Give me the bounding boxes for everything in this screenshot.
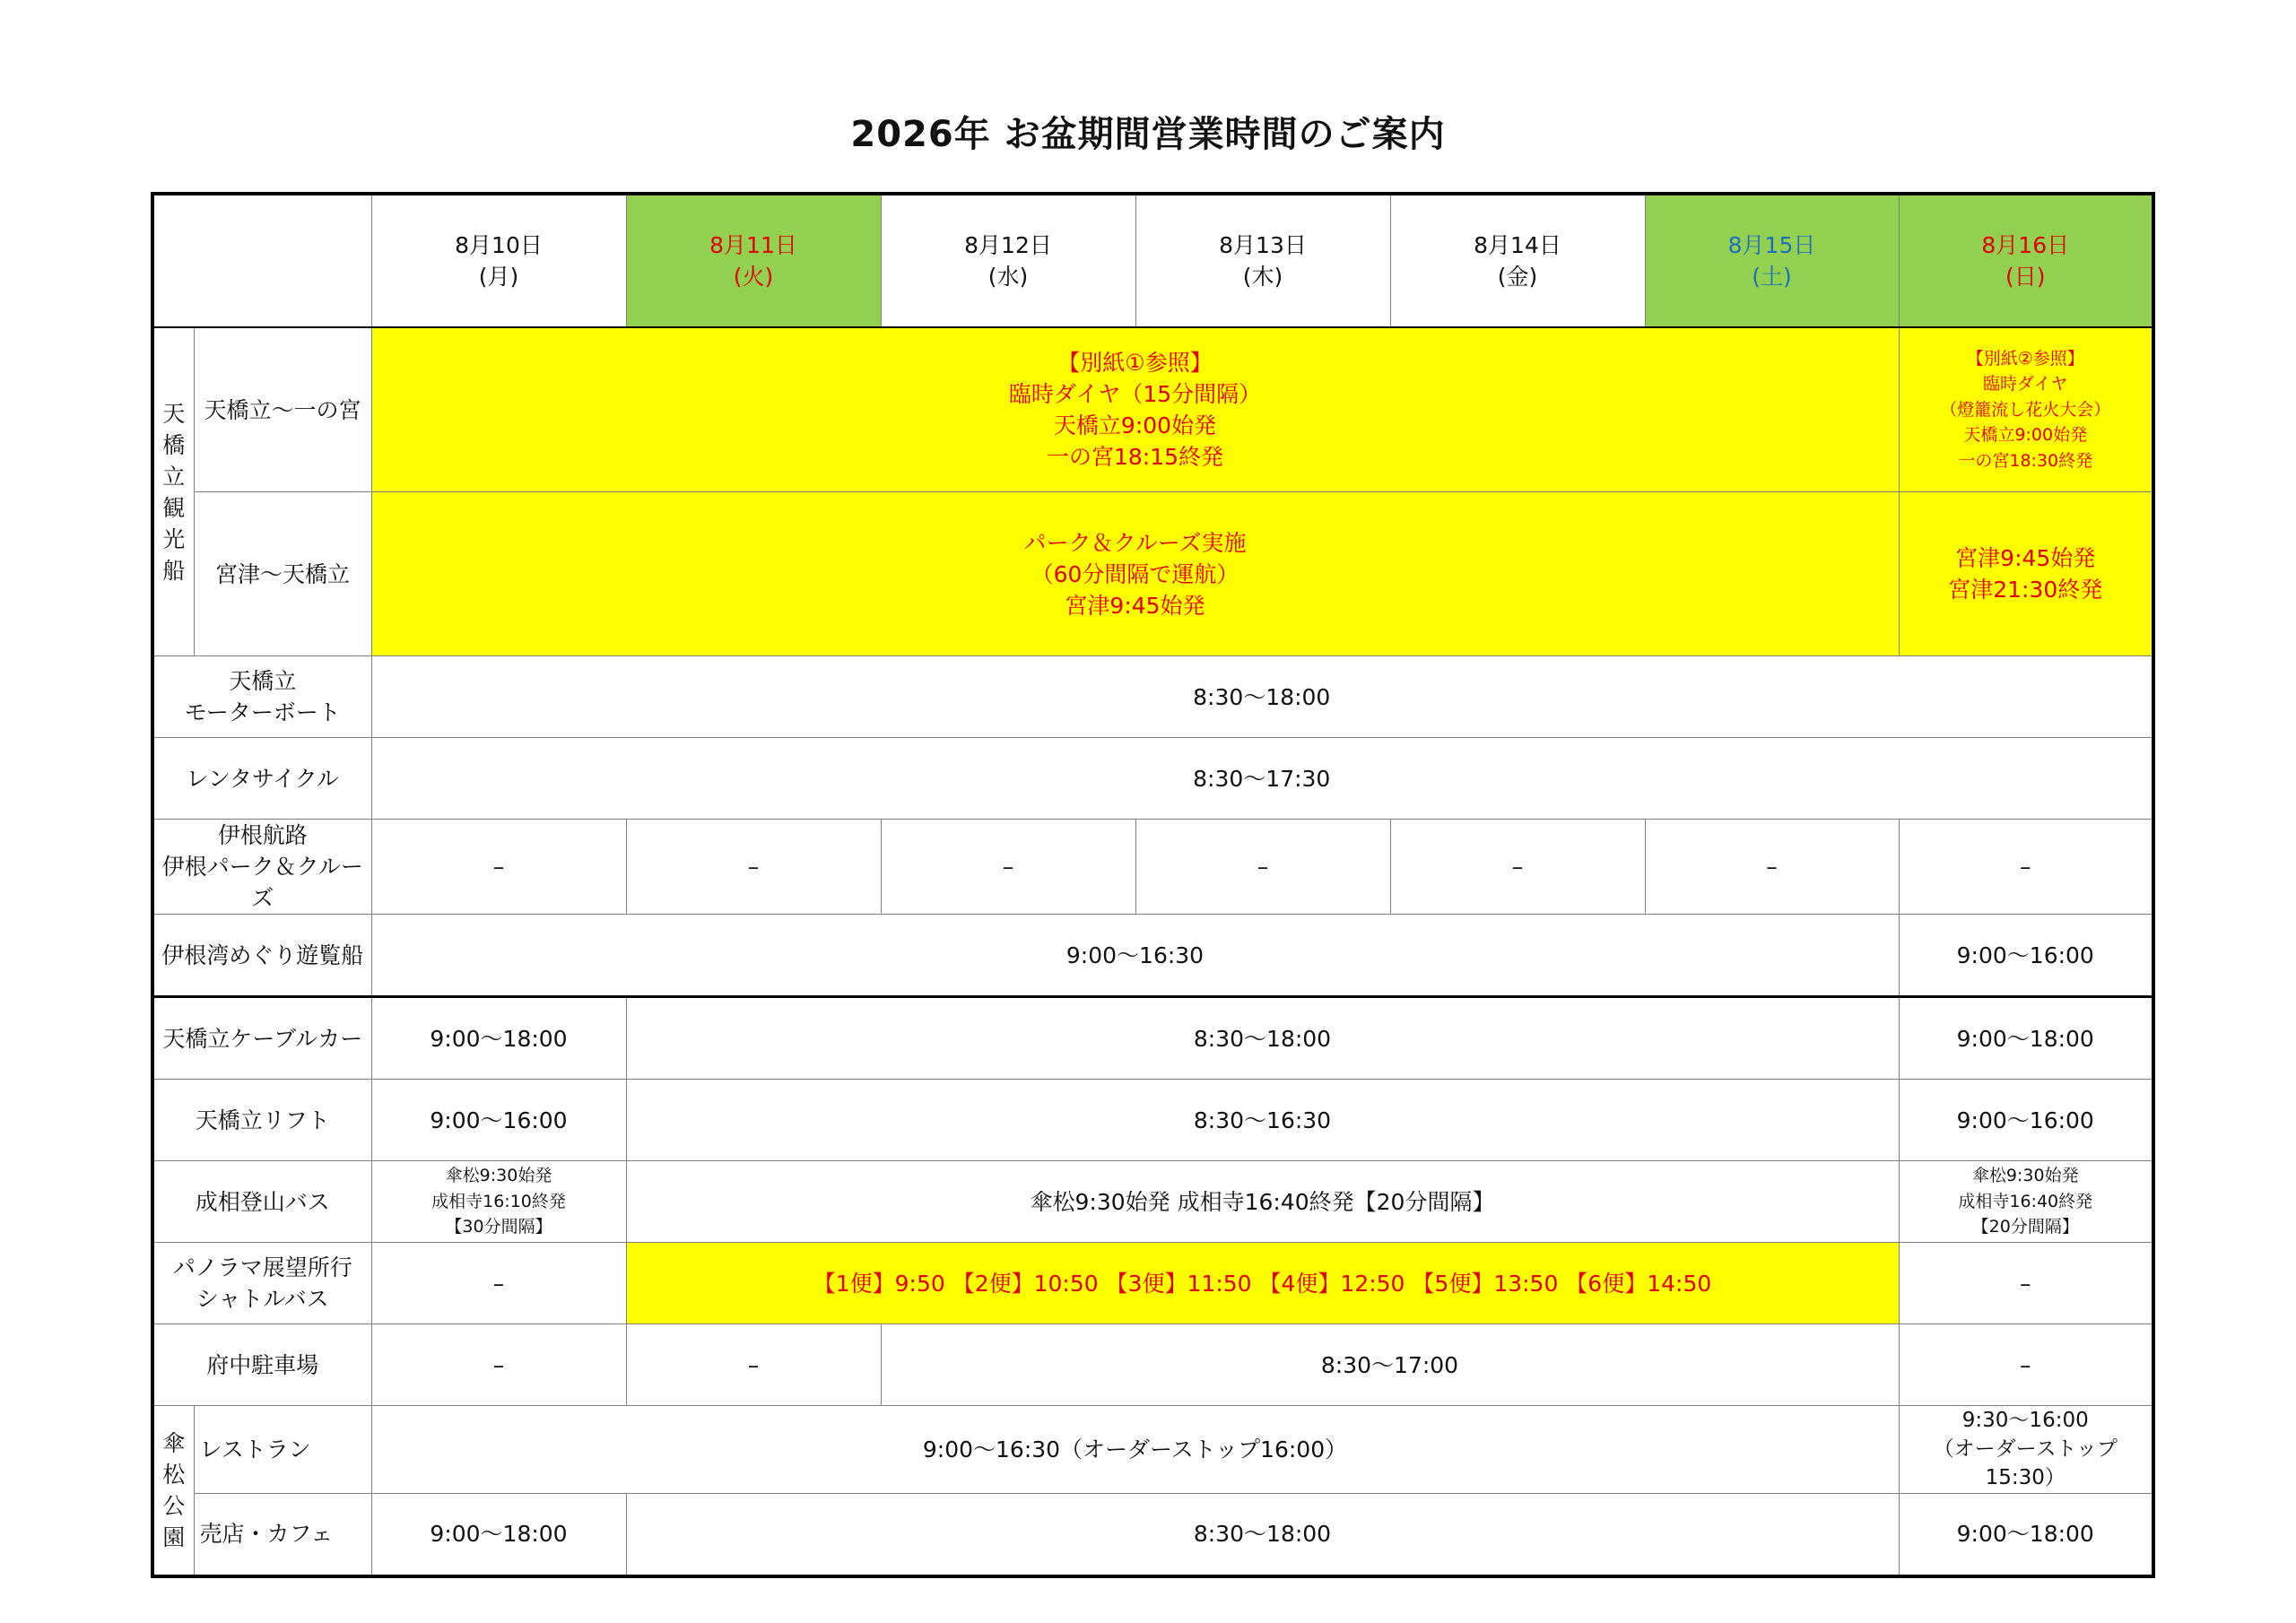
day-weekday: (火) (733, 264, 774, 290)
day-weekday: (水) (987, 264, 1029, 290)
day-date: 8月10日 (455, 232, 543, 258)
kasamatsu-restaurant-row (152, 1406, 2153, 1494)
nariai-bus-row (152, 1161, 2153, 1243)
day-date: 8月14日 (1474, 232, 1561, 258)
row-label: パノラマ展望所行 シャトルバス (152, 1243, 371, 1324)
dash-cell: – (881, 820, 1135, 915)
day-weekday: (日) (2005, 264, 2046, 290)
lift-main-hours: 8:30～16:30 (626, 1080, 1899, 1161)
rentacycle-hours: 8:30～17:30 (371, 738, 2153, 820)
day-weekday: (木) (1242, 264, 1283, 290)
restaurant-main-hours: 9:00～16:30（オーダーストップ16:00） (371, 1406, 1899, 1494)
row-label: 成相登山バス (152, 1161, 371, 1243)
shuttle-main-cell: 【1便】9:50 【2便】10:50 【3便】11:50 【4便】12:50 【5便】13:50 【6便】14:50 (626, 1243, 1899, 1324)
lift-aug10-hours: 9:00～16:00 (371, 1080, 626, 1161)
day-header-aug15 (1645, 194, 1899, 327)
ine-route-row (152, 820, 2153, 915)
row-label: レンタサイクル (152, 738, 371, 820)
nariai-bus-aug10-cell: 傘松9:30始発 成相寺16:10終発 【30分間隔】 (371, 1161, 626, 1243)
shuttle-aug10-cell: – (371, 1243, 626, 1324)
parking-aug11-cell: – (626, 1324, 881, 1406)
cablecar-main-hours: 8:30～18:00 (626, 997, 1899, 1080)
day-header-aug12 (881, 194, 1135, 327)
row-label: 天橋立リフト (152, 1080, 371, 1161)
dash-cell: – (1899, 820, 2153, 915)
cablecar-aug10-hours: 9:00～18:00 (371, 997, 626, 1080)
dash-cell: – (1135, 820, 1390, 915)
parking-main-hours: 8:30～17:00 (881, 1324, 1899, 1406)
dash-cell: – (1390, 820, 1645, 915)
row-label: レストラン (194, 1406, 371, 1494)
cablecar-row (152, 997, 2153, 1080)
schedule-table (151, 192, 2155, 1578)
shop-aug16-hours: 9:00～18:00 (1899, 1493, 2153, 1576)
day-weekday: (土) (1752, 264, 1792, 290)
kasamatsu-shop-row (152, 1493, 2153, 1576)
day-weekday: (月) (478, 264, 519, 290)
shop-main-hours: 8:30～18:00 (626, 1493, 1899, 1576)
restaurant-aug16-hours: 9:30～16:00 （オーダーストップ15:30） (1899, 1406, 2153, 1494)
day-header-aug11 (626, 194, 881, 327)
day-date: 8月13日 (1219, 232, 1307, 258)
motorboat-hours: 8:30～18:00 (371, 656, 2153, 738)
parking-row (152, 1324, 2153, 1406)
day-header-aug16 (1899, 194, 2153, 327)
ine-bay-aug16-hours: 9:00～16:00 (1899, 915, 2153, 997)
row-label: 宮津～天橋立 (194, 492, 371, 656)
shop-aug10-hours: 9:00～18:00 (371, 1493, 626, 1576)
nariai-bus-main-cell: 傘松9:30始発 成相寺16:40終発【20分間隔】 (626, 1161, 1899, 1243)
nariai-bus-aug16-cell: 傘松9:30始発 成相寺16:40終発 【20分間隔】 (1899, 1161, 2153, 1243)
day-header-aug14 (1390, 194, 1645, 327)
row-label: 伊根航路 伊根パーク＆クルーズ (152, 820, 371, 915)
dash-cell: – (626, 820, 881, 915)
kankosen-ichinomiya-aug16-cell: 【別紙②参照】 臨時ダイヤ （燈籠流し花火大会） 天橋立9:00始発 一の宮18:30終発 (1899, 327, 2153, 492)
kankosen-group-label: 天 橋 立 観 光 船 (152, 327, 194, 656)
row-label: 天橋立～一の宮 (194, 327, 371, 492)
parking-aug16-cell: – (1899, 1324, 2153, 1406)
shuttle-aug16-cell: – (1899, 1243, 2153, 1324)
day-date: 8月11日 (709, 232, 797, 258)
day-weekday: (金) (1497, 264, 1538, 290)
kankosen-miyazu-main-cell: パーク＆クルーズ実施 （60分間隔で運航） 宮津9:45始発 (371, 492, 1899, 656)
kankosen-ichinomiya-main-cell: 【別紙①参照】 臨時ダイヤ（15分間隔） 天橋立9:00始発 一の宮18:15終発 (371, 327, 1899, 492)
row-label: 売店・カフェ (194, 1493, 371, 1576)
ine-bay-row (152, 915, 2153, 997)
shuttle-bus-row (152, 1243, 2153, 1324)
header-corner-cell (152, 194, 371, 327)
lift-row (152, 1080, 2153, 1161)
dash-cell: – (1645, 820, 1899, 915)
header-row (152, 194, 2153, 327)
row-label: 府中駐車場 (152, 1324, 371, 1406)
day-date: 8月15日 (1727, 232, 1816, 258)
page-title: 2026年 お盆期間営業時間のご案内 (850, 114, 1446, 155)
dash-cell: – (371, 820, 626, 915)
kasamatsu-group-label: 傘 松 公 園 (152, 1406, 194, 1576)
row-label: 天橋立ケーブルカー (152, 997, 371, 1080)
parking-aug10-cell: – (371, 1324, 626, 1406)
row-label: 天橋立 モーターボート (152, 656, 371, 738)
row-label: 伊根湾めぐり遊覧船 (152, 915, 371, 997)
kankosen-row-miyazu (152, 492, 2153, 656)
ine-bay-main-hours: 9:00～16:30 (371, 915, 1899, 997)
motorboat-row (152, 656, 2153, 738)
day-header-aug10 (371, 194, 626, 327)
lift-aug16-hours: 9:00～16:00 (1899, 1080, 2153, 1161)
day-date: 8月16日 (1981, 232, 2070, 258)
day-header-aug13 (1135, 194, 1390, 327)
kankosen-row-ichinomiya (152, 327, 2153, 492)
rentacycle-row (152, 738, 2153, 820)
kankosen-miyazu-aug16-cell: 宮津9:45始発 宮津21:30終発 (1899, 492, 2153, 656)
day-date: 8月12日 (964, 232, 1052, 258)
cablecar-aug16-hours: 9:00～18:00 (1899, 997, 2153, 1080)
